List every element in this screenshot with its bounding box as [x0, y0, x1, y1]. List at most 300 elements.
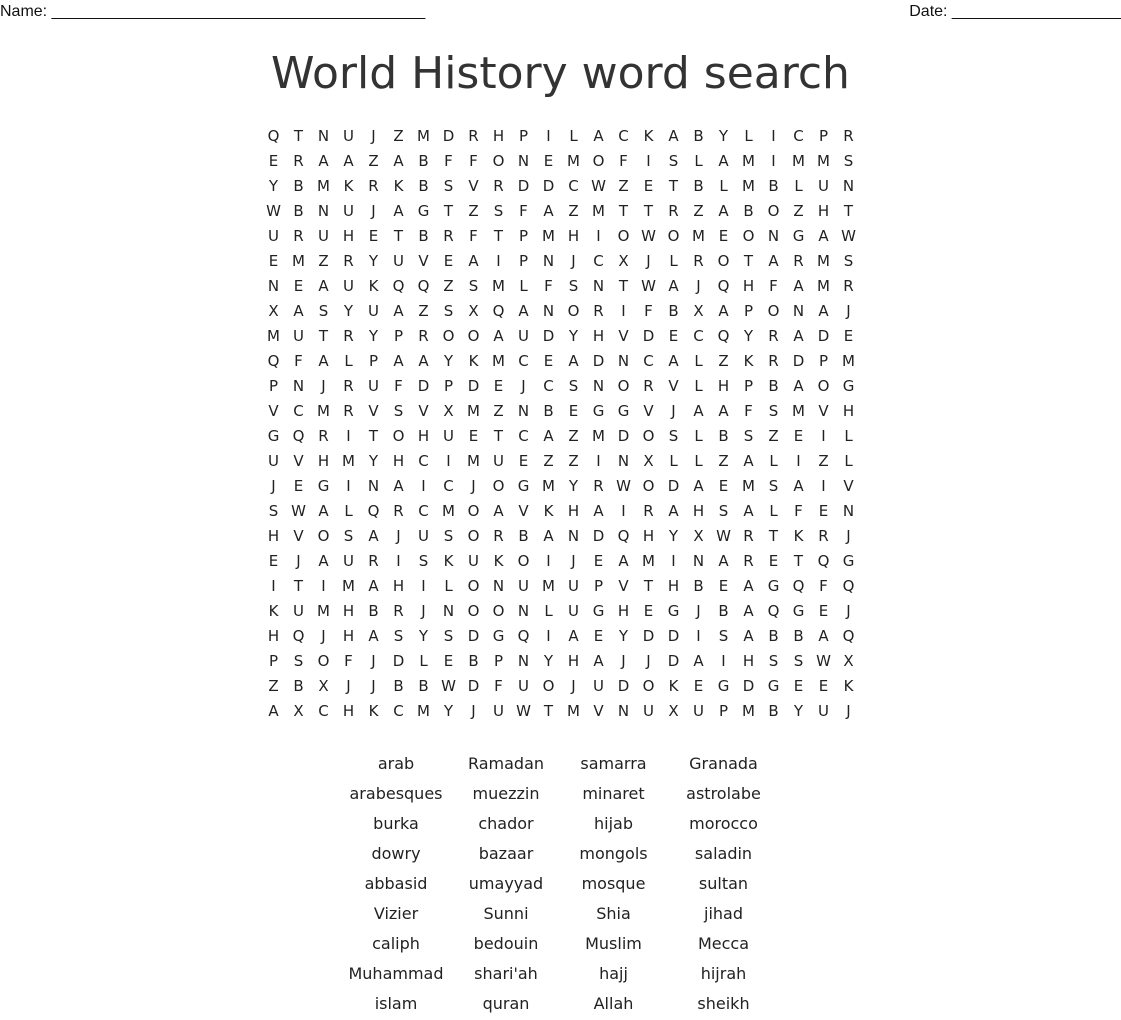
grid-letter: X [293, 702, 304, 720]
grid-letter: O [817, 377, 830, 395]
grid-letter: C [618, 127, 629, 145]
grid-letter: E [643, 602, 654, 620]
grid-letter: E [543, 352, 554, 370]
grid-letter: L [694, 427, 703, 445]
grid-letter: T [368, 427, 379, 445]
grid-letter: A [743, 502, 754, 520]
grid-letter: S [718, 502, 729, 520]
grid-letter: B [718, 427, 729, 445]
grid-letter: I [621, 302, 626, 320]
grid-letter: I [646, 152, 651, 170]
grid-letter: N [517, 652, 530, 670]
grid-letter: N [592, 377, 605, 395]
grid-letter: I [821, 427, 826, 445]
grid-letter: H [342, 702, 355, 720]
grid-letter: N [542, 252, 555, 270]
grid-letter: T [643, 577, 654, 595]
grid-letter: C [318, 702, 329, 720]
grid-letter: B [418, 227, 429, 245]
grid-letter: L [844, 452, 853, 470]
grid-letter: O [317, 527, 330, 545]
grid-letter: S [443, 627, 454, 645]
grid-letter: A [768, 252, 779, 270]
grid-letter: Z [418, 302, 429, 320]
grid-letter: U [393, 252, 404, 270]
grid-letter: L [669, 452, 678, 470]
grid-letter: A [543, 202, 554, 220]
word-bank-item: morocco [689, 814, 758, 833]
grid-letter: J [846, 702, 851, 720]
grid-letter: H [392, 577, 405, 595]
grid-letter: P [743, 302, 754, 320]
grid-letter: J [271, 477, 276, 495]
grid-letter: A [718, 152, 729, 170]
grid-letter: M [567, 152, 580, 170]
grid-letter: H [342, 227, 355, 245]
grid-letter: N [792, 302, 805, 320]
grid-letter: A [793, 327, 804, 345]
word-bank-item: sheikh [697, 994, 750, 1013]
grid-letter: A [318, 277, 329, 295]
grid-letter: S [293, 652, 304, 670]
grid-letter: M [817, 252, 830, 270]
grid-letter: P [493, 652, 504, 670]
grid-letter: H [342, 602, 355, 620]
grid-letter: B [418, 152, 429, 170]
grid-letter: H [492, 127, 505, 145]
grid-letter: P [518, 127, 529, 145]
grid-letter: T [793, 552, 804, 570]
grid-letter: T [293, 127, 304, 145]
grid-letter: I [546, 627, 551, 645]
grid-letter: Q [842, 577, 855, 595]
word-bank-item: Allah [593, 994, 634, 1013]
grid-letter: K [368, 702, 379, 720]
grid-letter: M [567, 702, 580, 720]
grid-letter: U [318, 227, 329, 245]
grid-letter: H [267, 527, 280, 545]
grid-letter: M [417, 702, 430, 720]
grid-letter: I [346, 427, 351, 445]
grid-letter: A [818, 227, 829, 245]
word-bank-item: burka [373, 814, 419, 833]
grid-letter: I [771, 127, 776, 145]
grid-letter: A [318, 502, 329, 520]
grid-letter: C [543, 377, 554, 395]
grid-letter: G [267, 427, 280, 445]
grid-letter: O [767, 202, 780, 220]
word-bank-item: hajj [599, 964, 628, 983]
grid-letter: R [418, 327, 429, 345]
grid-letter: A [718, 402, 729, 420]
grid-letter: R [443, 227, 454, 245]
grid-letter: M [842, 352, 855, 370]
grid-letter: G [792, 602, 805, 620]
grid-letter: L [769, 452, 778, 470]
grid-letter: N [617, 352, 630, 370]
grid-letter: Q [267, 352, 280, 370]
grid-letter: Z [793, 202, 804, 220]
grid-letter: A [568, 627, 579, 645]
word-bank-item: Vizier [373, 904, 419, 923]
grid-letter: F [444, 152, 453, 170]
grid-letter: D [817, 327, 830, 345]
grid-letter: M [817, 152, 830, 170]
grid-letter: E [268, 152, 279, 170]
grid-letter: Y [743, 327, 754, 345]
grid-letter: Z [318, 252, 329, 270]
grid-letter: E [793, 677, 804, 695]
grid-letter: Q [367, 502, 380, 520]
grid-letter: G [842, 377, 855, 395]
grid-letter: H [717, 377, 730, 395]
grid-letter: A [718, 202, 729, 220]
grid-letter: I [671, 552, 676, 570]
grid-letter: J [846, 527, 851, 545]
grid-letter: U [343, 127, 354, 145]
grid-letter: K [268, 602, 279, 620]
grid-letter: C [518, 427, 529, 445]
grid-letter: B [768, 702, 779, 720]
word-bank-item: Muslim [585, 934, 642, 953]
grid-letter: V [418, 252, 429, 270]
grid-letter: R [293, 227, 304, 245]
grid-letter: D [392, 652, 405, 670]
word-bank-item: mongols [579, 844, 648, 863]
grid-letter: A [368, 577, 379, 595]
grid-letter: K [843, 677, 854, 695]
grid-letter: K [468, 352, 479, 370]
grid-letter: Z [768, 427, 779, 445]
grid-letter: X [693, 302, 704, 320]
grid-letter: S [768, 402, 779, 420]
grid-letter: O [617, 377, 630, 395]
grid-letter: A [393, 152, 404, 170]
grid-letter: M [592, 427, 605, 445]
grid-letter: H [392, 452, 405, 470]
grid-letter: B [393, 677, 404, 695]
grid-letter: S [443, 177, 454, 195]
grid-letter: J [346, 677, 351, 695]
grid-letter: Z [468, 202, 479, 220]
grid-letter: G [592, 602, 605, 620]
word-bank-item: samarra [580, 754, 647, 773]
grid-letter: T [768, 527, 779, 545]
grid-letter: I [396, 552, 401, 570]
grid-letter: R [393, 502, 404, 520]
grid-letter: Q [792, 577, 805, 595]
word-bank-item: saladin [694, 844, 753, 863]
grid-letter: S [493, 202, 504, 220]
grid-letter: Y [368, 452, 379, 470]
word-bank-item: Muhammad [348, 964, 444, 983]
grid-letter: Q [292, 627, 305, 645]
word-bank-item: astrolabe [686, 784, 761, 803]
grid-letter: F [544, 277, 553, 295]
grid-letter: A [668, 277, 679, 295]
grid-letter: G [592, 402, 605, 420]
grid-letter: H [567, 227, 580, 245]
grid-letter: H [567, 502, 580, 520]
grid-letter: I [771, 152, 776, 170]
grid-letter: O [492, 477, 505, 495]
grid-letter: D [792, 352, 805, 370]
grid-letter: Z [693, 202, 704, 220]
grid-letter: Q [842, 627, 855, 645]
grid-letter: R [818, 527, 829, 545]
grid-letter: M [417, 127, 430, 145]
grid-letter: Y [543, 652, 554, 670]
grid-letter: V [268, 402, 279, 420]
grid-letter: H [842, 402, 855, 420]
grid-letter: K [643, 127, 654, 145]
grid-letter: R [768, 352, 779, 370]
grid-letter: D [617, 677, 630, 695]
grid-letter: R [593, 477, 604, 495]
grid-letter: J [396, 527, 401, 545]
grid-letter: L [744, 127, 753, 145]
grid-letter: B [293, 677, 304, 695]
grid-letter: S [568, 277, 579, 295]
grid-letter: O [767, 302, 780, 320]
grid-letter: S [768, 652, 779, 670]
grid-letter: T [618, 277, 629, 295]
grid-letter: M [492, 352, 505, 370]
grid-letter: E [543, 152, 554, 170]
grid-letter: C [693, 327, 704, 345]
grid-letter: A [793, 477, 804, 495]
grid-letter: N [692, 552, 705, 570]
grid-letter: I [721, 652, 726, 670]
grid-letter: N [592, 277, 605, 295]
grid-letter: F [294, 352, 303, 370]
grid-letter: O [567, 302, 580, 320]
grid-letter: G [492, 627, 505, 645]
grid-letter: N [767, 227, 780, 245]
word-bank-item: sultan [698, 874, 749, 893]
grid-letter: U [293, 327, 304, 345]
grid-letter: D [642, 327, 655, 345]
grid-letter: B [543, 402, 554, 420]
grid-letter: R [468, 127, 479, 145]
grid-letter: M [792, 152, 805, 170]
grid-letter: C [293, 402, 304, 420]
grid-letter: W [591, 177, 606, 195]
grid-letter: R [843, 127, 854, 145]
grid-letter: U [368, 377, 379, 395]
grid-letter: A [543, 527, 554, 545]
grid-letter: J [321, 377, 326, 395]
grid-letter: O [317, 652, 330, 670]
grid-letter: R [843, 277, 854, 295]
grid-letter: S [568, 377, 579, 395]
grid-letter: W [291, 502, 306, 520]
grid-letter: V [818, 402, 829, 420]
grid-letter: W [266, 202, 281, 220]
grid-letter: F [619, 152, 628, 170]
grid-letter: Y [668, 527, 679, 545]
word-bank-item: mosque [581, 874, 646, 893]
grid-letter: J [571, 677, 576, 695]
grid-letter: C [393, 702, 404, 720]
grid-letter: U [418, 527, 429, 545]
grid-letter: X [618, 252, 629, 270]
grid-letter: N [567, 527, 580, 545]
grid-letter: O [392, 427, 405, 445]
grid-letter: S [393, 402, 404, 420]
grid-letter: Z [818, 452, 829, 470]
grid-letter: U [493, 702, 504, 720]
grid-letter: F [769, 277, 778, 295]
grid-letter: F [644, 302, 653, 320]
grid-letter: Q [517, 627, 530, 645]
letter-grid [261, 124, 861, 724]
grid-letter: S [843, 252, 854, 270]
grid-letter: S [718, 627, 729, 645]
grid-letter: O [642, 477, 655, 495]
grid-letter: E [443, 652, 454, 670]
grid-letter: Q [817, 552, 830, 570]
grid-letter: B [768, 627, 779, 645]
grid-letter: O [517, 552, 530, 570]
grid-letter: A [743, 577, 754, 595]
page-title: World History word search [271, 48, 850, 99]
grid-letter: Z [568, 427, 579, 445]
grid-letter: A [543, 427, 554, 445]
grid-letter: A [418, 352, 429, 370]
grid-letter: H [267, 627, 280, 645]
grid-letter: G [717, 677, 730, 695]
grid-letter: U [518, 327, 529, 345]
grid-letter: M [317, 402, 330, 420]
grid-letter: E [643, 177, 654, 195]
grid-letter: Y [618, 627, 629, 645]
grid-letter: H [642, 527, 655, 545]
grid-letter: X [668, 702, 679, 720]
grid-letter: N [542, 302, 555, 320]
grid-letter: F [794, 502, 803, 520]
grid-letter: R [368, 177, 379, 195]
grid-letter: N [517, 402, 530, 420]
grid-letter: H [667, 577, 680, 595]
grid-letter: C [418, 452, 429, 470]
grid-letter: P [268, 377, 279, 395]
grid-letter: H [742, 277, 755, 295]
grid-letter: D [667, 652, 680, 670]
grid-letter: K [743, 352, 754, 370]
grid-letter: A [393, 202, 404, 220]
grid-letter: T [493, 227, 504, 245]
date-field[interactable]: Date: ___________________ [909, 3, 1121, 20]
grid-letter: B [718, 602, 729, 620]
grid-letter: E [718, 227, 729, 245]
grid-letter: I [546, 552, 551, 570]
grid-letter: C [418, 502, 429, 520]
grid-letter: Y [568, 477, 579, 495]
grid-letter: H [567, 652, 580, 670]
grid-letter: U [268, 227, 279, 245]
grid-letter: E [493, 377, 504, 395]
grid-letter: I [446, 452, 451, 470]
grid-letter: J [846, 602, 851, 620]
grid-letter: K [393, 177, 404, 195]
grid-letter: E [693, 677, 704, 695]
grid-letter: W [641, 227, 656, 245]
grid-letter: H [317, 452, 330, 470]
grid-letter: L [444, 577, 453, 595]
grid-letter: L [344, 352, 353, 370]
grid-letter: T [493, 427, 504, 445]
grid-letter: Y [718, 127, 729, 145]
grid-letter: J [696, 277, 701, 295]
grid-letter: D [667, 627, 680, 645]
grid-letter: J [696, 602, 701, 620]
grid-letter: M [817, 277, 830, 295]
grid-letter: O [667, 227, 680, 245]
grid-letter: M [742, 477, 755, 495]
grid-letter: G [767, 577, 780, 595]
grid-letter: H [592, 327, 605, 345]
grid-letter: D [542, 327, 555, 345]
grid-letter: E [518, 452, 529, 470]
grid-letter: P [393, 327, 404, 345]
grid-letter: O [467, 527, 480, 545]
grid-letter: G [667, 602, 680, 620]
grid-letter: V [618, 577, 629, 595]
grid-letter: L [519, 277, 528, 295]
grid-letter: E [293, 477, 304, 495]
grid-letter: X [693, 527, 704, 545]
grid-letter: T [618, 202, 629, 220]
grid-letter: A [743, 627, 754, 645]
grid-letter: W [441, 677, 456, 695]
grid-letter: Z [568, 202, 579, 220]
grid-letter: R [343, 402, 354, 420]
grid-letter: F [819, 577, 828, 595]
grid-letter: F [494, 677, 503, 695]
grid-letter: I [796, 452, 801, 470]
grid-letter: U [518, 577, 529, 595]
grid-letter: D [517, 177, 530, 195]
grid-letter: U [443, 427, 454, 445]
grid-letter: A [743, 602, 754, 620]
grid-letter: N [292, 377, 305, 395]
grid-letter: M [742, 152, 755, 170]
grid-letter: P [518, 252, 529, 270]
grid-letter: M [267, 327, 280, 345]
grid-letter: E [718, 577, 729, 595]
word-bank-item: Granada [689, 754, 758, 773]
word-bank-item: Shia [596, 904, 631, 923]
grid-letter: Q [717, 277, 730, 295]
grid-letter: L [544, 602, 553, 620]
grid-letter: H [617, 602, 630, 620]
grid-letter: R [693, 252, 704, 270]
grid-letter: A [718, 302, 729, 320]
grid-letter: P [443, 377, 454, 395]
word-bank-item: arabesques [349, 784, 443, 803]
grid-letter: D [442, 127, 455, 145]
grid-letter: Z [268, 677, 279, 695]
grid-letter: A [693, 402, 704, 420]
grid-letter: U [818, 702, 829, 720]
grid-letter: J [421, 602, 426, 620]
grid-letter: A [593, 652, 604, 670]
name-field[interactable]: Name: __________________________________________ [0, 3, 426, 20]
grid-letter: N [517, 602, 530, 620]
grid-letter: Q [392, 277, 405, 295]
grid-letter: D [467, 377, 480, 395]
